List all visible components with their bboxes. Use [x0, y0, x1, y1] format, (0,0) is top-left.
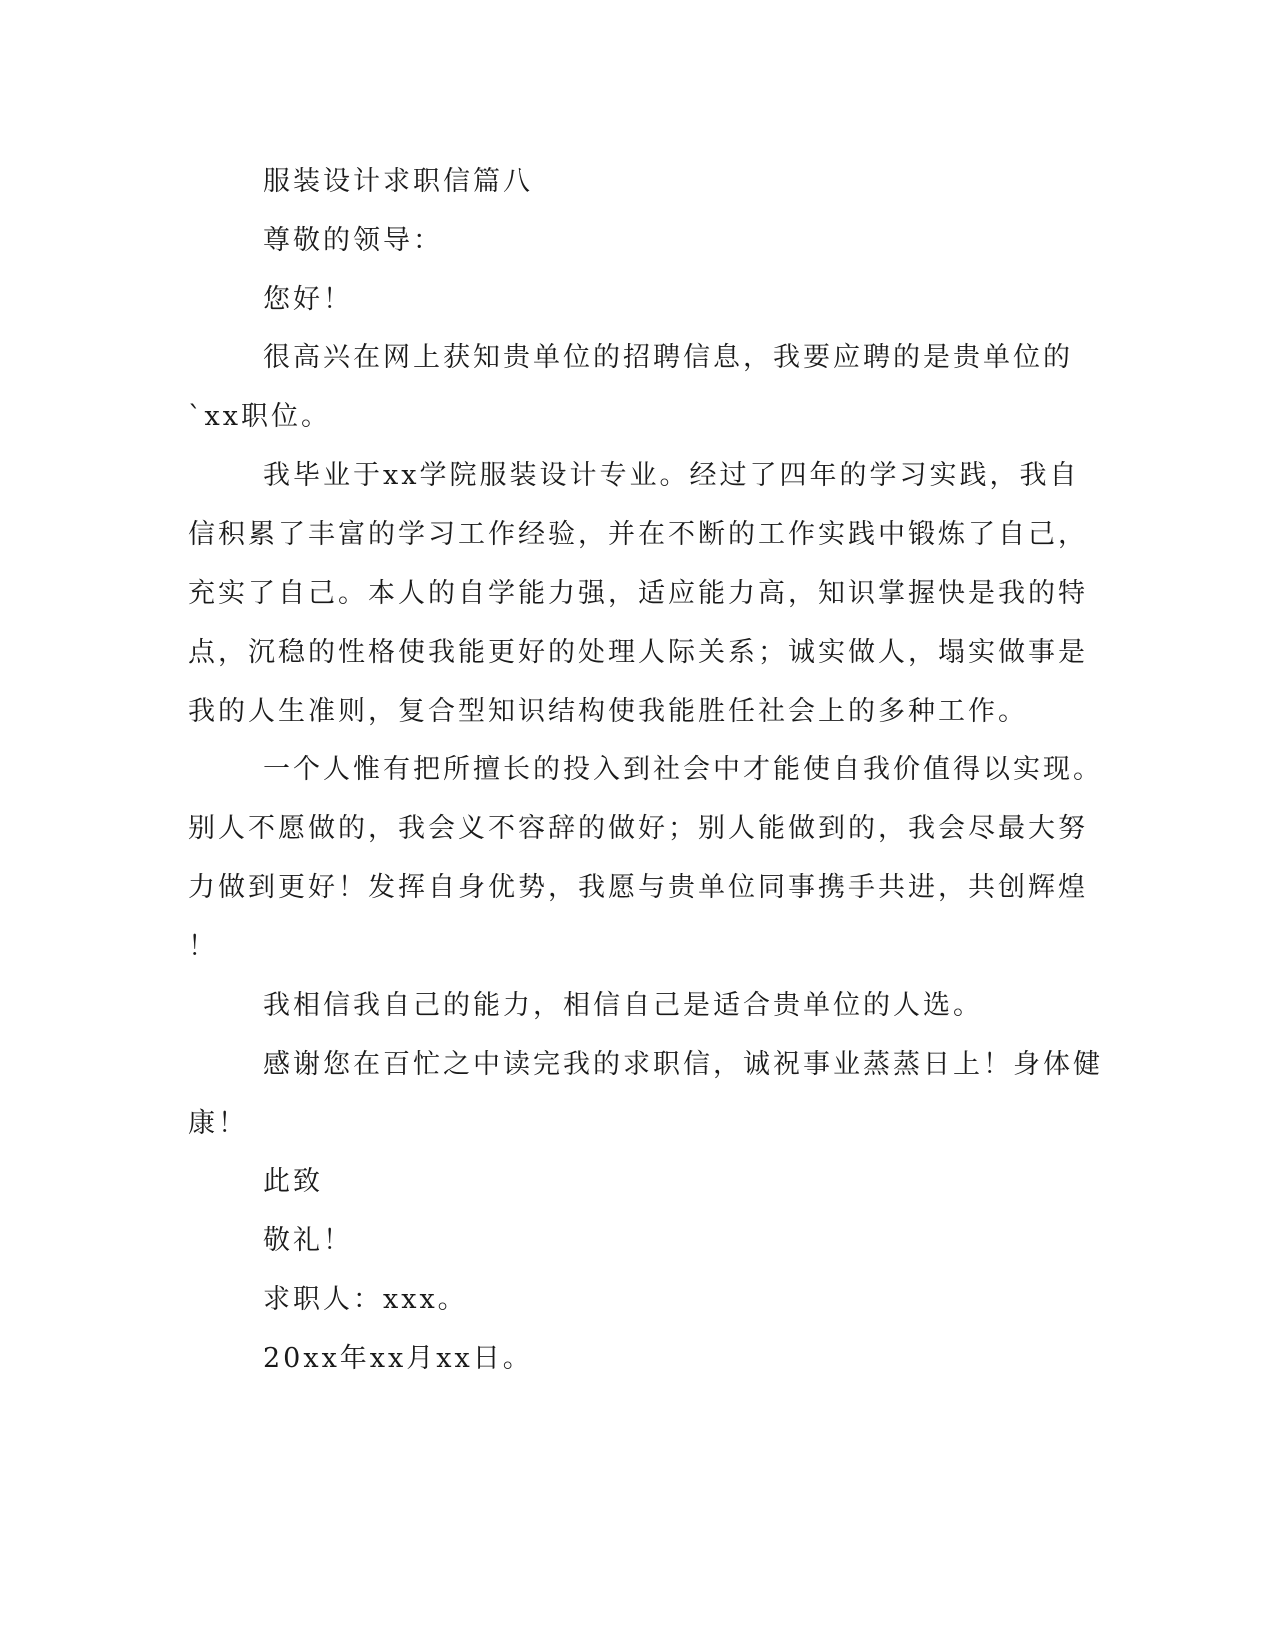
greeting: 您好！: [263, 284, 353, 315]
paragraph-3-line-2: 别人不愿做的，我会义不容辞的做好；别人能做到的，我会尽最大努: [188, 813, 1088, 844]
paragraph-5-line-2: 康！: [188, 1108, 248, 1139]
paragraph-1-line-1: 很高兴在网上获知贵单位的招聘信息，我要应聘的是贵单位的: [263, 342, 1073, 373]
closing-line-1: 此致: [263, 1166, 323, 1197]
document-title: 服装设计求职信篇八: [263, 166, 533, 197]
paragraph-4-line-1: 我相信我自己的能力，相信自己是适合贵单位的人选。: [263, 990, 983, 1021]
paragraph-2-line-1: 我毕业于xx学院服装设计专业。经过了四年的学习实践，我自: [263, 460, 1080, 491]
paragraph-5-line-1: 感谢您在百忙之中读完我的求职信，诚祝事业蒸蒸日上！身体健: [263, 1049, 1103, 1080]
paragraph-2-line-5: 我的人生准则，复合型知识结构使我能胜任社会上的多种工作。: [188, 696, 1028, 727]
date: 20xx年xx月xx日。: [263, 1343, 533, 1374]
paragraph-1-line-2: `xx职位。: [188, 401, 331, 432]
paragraph-2-line-3: 充实了自己。本人的自学能力强，适应能力高，知识掌握快是我的特: [188, 578, 1088, 609]
paragraph-3-line-4: ！: [188, 931, 218, 962]
salutation: 尊敬的领导：: [263, 225, 443, 256]
paragraph-2-line-4: 点，沉稳的性格使我能更好的处理人际关系；诚实做人，塌实做事是: [188, 637, 1088, 668]
paragraph-3-line-3: 力做到更好！发挥自身优势，我愿与贵单位同事携手共进，共创辉煌: [188, 872, 1088, 903]
closing-line-2: 敬礼！: [263, 1225, 353, 1256]
paragraph-2-line-2: 信积累了丰富的学习工作经验，并在不断的工作实践中锻炼了自己，: [188, 519, 1088, 550]
paragraph-3-line-1: 一个人惟有把所擅长的投入到社会中才能使自我价值得以实现。: [263, 754, 1103, 785]
signature: 求职人：xxx。: [263, 1284, 468, 1315]
